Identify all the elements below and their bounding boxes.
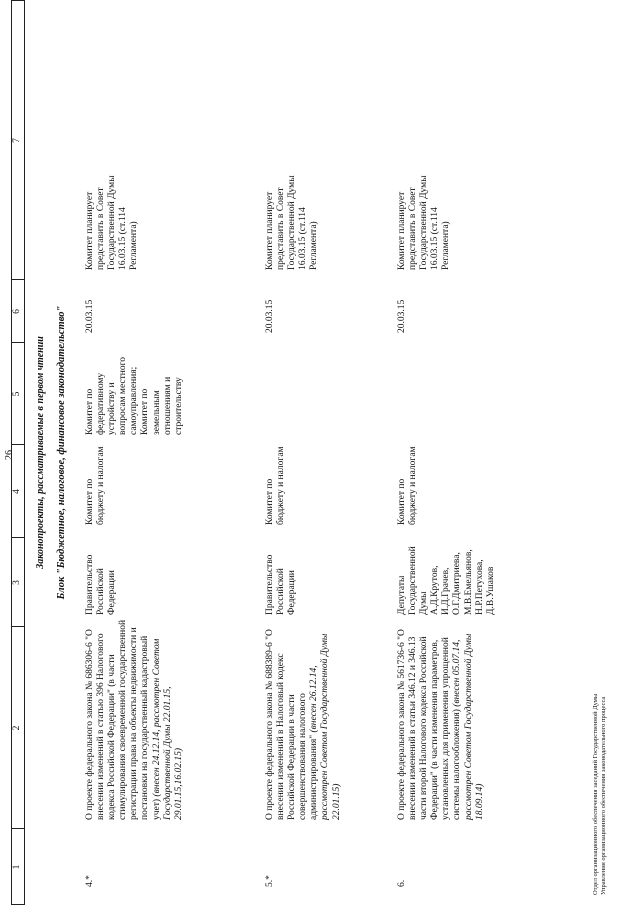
- section-title: Законопроекты, рассматриваемые в первом чтении: [35, 336, 46, 569]
- bill-initiator: Правительство Российской Федерации: [265, 554, 298, 615]
- row-number: 6.: [397, 879, 407, 887]
- footer-line: Управления организационного обеспечения законодательного процесса: [600, 696, 607, 895]
- bill-note: (внесен 26.12.14, рассмотрен Советом Государственной Думы 22.01.15): [309, 633, 342, 820]
- responsible-committee: Комитет по бюджету и налогам: [85, 446, 107, 525]
- column-header: 4: [12, 489, 22, 494]
- column-header: 5: [12, 391, 22, 397]
- co-committees: Комитет по федеративному устройству и вопросам местного самоуправления; Комитет по земельным отношениям и строительству: [85, 356, 184, 435]
- bill-description: [265, 615, 343, 820]
- row-number: 5.*: [265, 875, 275, 887]
- column-header: 1: [12, 864, 22, 870]
- bill-title: О проекте федерального закона № 688389-6 "О внесении изменений в Налоговый кодекс Российской Федерации в части совершенствования налогового администрирования": [265, 629, 320, 820]
- header-bottom-rule: [24, 0, 25, 905]
- bill-description: [397, 615, 486, 820]
- block-title: Блок "Бюджетное, налоговое, финансовое законодательство": [56, 305, 67, 600]
- bill-title: О проекте федерального закона № 686306-6 "О внесении изменений в статью 396 Налогового кодекса Российской Федерации" (в части стимулирования своевременной государственной регистрации права на объекты недвижимости и постановки на государственный кадастровый учет): [85, 619, 162, 820]
- review-date: 20.03.15: [397, 299, 407, 333]
- column-header: 6: [12, 309, 22, 314]
- review-date: 20.03.15: [265, 299, 275, 333]
- footer-line: Отдел организационного обеспечения заседаний Государственной Думы: [592, 693, 599, 895]
- responsible-committee: Комитет по бюджету и налогам: [265, 446, 287, 525]
- bill-note: (внесен 24.12.14, рассмотрен Советом Государственной Думы 22.01.15, 29.01.15,16.02.15): [151, 638, 184, 820]
- table-header-row: [11, 0, 24, 905]
- column-header: 2: [12, 725, 22, 731]
- review-date: 20.03.15: [85, 299, 95, 333]
- page-number: 26: [4, 450, 15, 460]
- responsible-committee: Комитет по бюджету и налогам: [397, 446, 419, 525]
- bill-note: (внесен 05.07.14, рассмотрен Советом Государственной Думы 18.09.14): [452, 633, 485, 820]
- column-header: 3: [12, 580, 22, 585]
- column-header: 7: [12, 138, 22, 143]
- bill-status: Комитет планирует представить в Совет Государственной Думы 16.03.15 (ст.114 Регламента): [265, 175, 320, 270]
- row-number: 4.*: [85, 875, 95, 887]
- page-footer: [592, 694, 608, 895]
- bill-initiator: Депутаты Государственной Думы А.Д.Крутов, И.Д.Грачев, О.Г.Дмитриева, М.В.Емельянов, Н.Р.Петухова, Д.В.Ушаков: [397, 546, 496, 615]
- bill-status: Комитет планирует представить в Совет Государственной Думы 16.03.15 (ст.114 Регламента): [397, 175, 452, 270]
- bill-title: О проекте федерального закона № 561736-6 "О внесении изменений в статьи 346.12 и 346.13 части второй Налогового кодекса Российской Федерации" (в части изменения параметров, установленных для применения упрощенной системы налогообложения): [397, 629, 463, 820]
- bill-status: Комитет планирует представить в Совет Государственной Думы 16.03.15 (ст.114 Регламента): [85, 175, 140, 270]
- bill-initiator: Правительство Российской Федерации: [85, 554, 118, 615]
- bill-description: [85, 615, 185, 820]
